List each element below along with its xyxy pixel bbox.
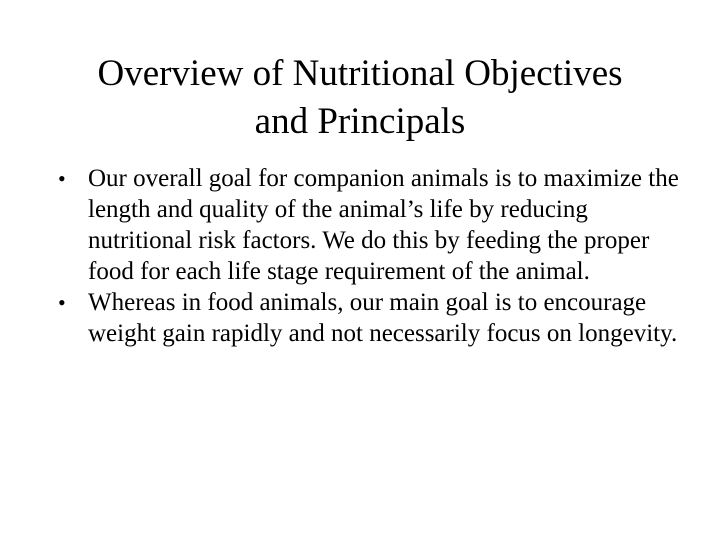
bullet-text: Whereas in food animals, our main goal is to encourage weight gain rapidly and not necessarily focus on longevity. <box>88 289 678 347</box>
slide-title <box>40 50 680 146</box>
slide-title-line-2: and Principals <box>254 101 466 142</box>
bullet-item-companion-animals <box>58 163 688 287</box>
bullet-icon: • <box>58 166 66 191</box>
bullet-item-food-animals <box>58 287 688 349</box>
bullet-text: Our overall goal for companion animals is to maximize the length and quality of the animal’s life by reducing nutritional risk factors. We do this by feeding the proper food for each life stage requirement of the animal. <box>88 165 679 285</box>
slide-title-line-1: Overview of Nutritional Objectives <box>97 53 623 94</box>
bullet-list <box>58 163 688 349</box>
bullet-icon: • <box>58 290 66 315</box>
